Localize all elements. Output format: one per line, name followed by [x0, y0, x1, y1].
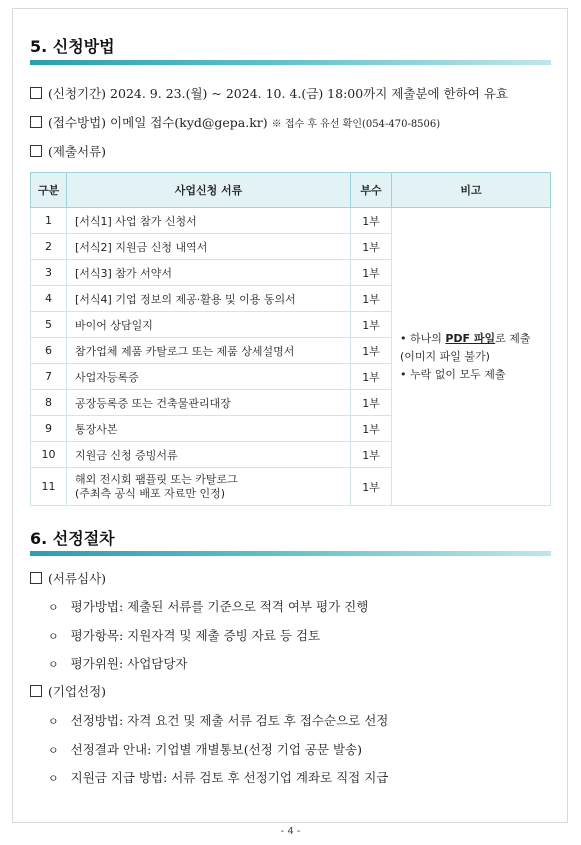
- bullet-circle-icon: ㅇ: [48, 658, 59, 671]
- row-copies: 1부: [351, 260, 392, 286]
- row-number: 2: [31, 234, 67, 260]
- row-document: [67, 468, 351, 506]
- row-document-line1: 해외 전시회 팸플릿 또는 카탈로그: [75, 472, 238, 486]
- row-document: 통장사본: [67, 416, 351, 442]
- list-item: [48, 626, 320, 644]
- remark-line1-suffix: 로 제출: [495, 331, 531, 345]
- remarks-cell: [392, 208, 551, 506]
- remark-line2: (이미지 파일 불가): [400, 349, 490, 363]
- application-method: [30, 113, 440, 131]
- selection-item-result: 선정결과 안내: 기업별 개별통보(선정 기업 공문 발송): [70, 742, 363, 757]
- checkbox-square-icon: [30, 145, 42, 157]
- remark-line1-prefix: • 하나의: [400, 331, 446, 345]
- header-category: 구분: [31, 173, 67, 208]
- method-label: (접수방법): [48, 115, 107, 130]
- row-number: 3: [31, 260, 67, 286]
- checkbox-square-icon: [30, 87, 42, 99]
- remark-pdf-file: PDF 파일: [445, 331, 496, 345]
- application-period: [30, 84, 508, 102]
- review-label: (서류심사): [48, 571, 107, 586]
- row-document: [서식1] 사업 참가 신청서: [67, 208, 351, 234]
- review-item-committee: 평가위원: 사업담당자: [70, 656, 188, 671]
- row-number: 11: [31, 468, 67, 506]
- checkbox-square-icon: [30, 572, 42, 584]
- section-5-rule: [30, 60, 551, 65]
- document-review: [30, 569, 106, 587]
- row-number: 10: [31, 442, 67, 468]
- header-documents: 사업신청 서류: [67, 173, 351, 208]
- row-copies: 1부: [351, 208, 392, 234]
- row-copies: 1부: [351, 234, 392, 260]
- bullet-circle-icon: ㅇ: [48, 715, 59, 728]
- period-label: (신청기간): [48, 86, 107, 101]
- method-note: ※ 접수 후 유선 확인(054-470-8506): [271, 119, 441, 130]
- page-number: - 4 -: [280, 826, 301, 837]
- row-number: 5: [31, 312, 67, 338]
- section-6-rule: [30, 551, 551, 556]
- row-number: 8: [31, 390, 67, 416]
- list-item: [48, 654, 188, 672]
- list-item: [48, 740, 362, 758]
- row-document: 지원금 신청 증빙서류: [67, 442, 351, 468]
- row-copies: 1부: [351, 442, 392, 468]
- selection-label: (기업선정): [48, 684, 107, 699]
- row-copies: 1부: [351, 468, 392, 506]
- row-copies: 1부: [351, 364, 392, 390]
- list-item: [48, 597, 368, 615]
- row-copies: 1부: [351, 338, 392, 364]
- row-number: 1: [31, 208, 67, 234]
- row-document: 참가업체 제품 카탈로그 또는 제품 상세설명서: [67, 338, 351, 364]
- docs-label: (제출서류): [48, 144, 107, 159]
- row-document: 공장등록증 또는 건축물관리대장: [67, 390, 351, 416]
- row-copies: 1부: [351, 390, 392, 416]
- documents-table: [30, 172, 551, 506]
- header-copies: 부수: [351, 173, 392, 208]
- section-5-title: 5. 신청방법: [30, 37, 115, 56]
- selection-item-payment: 지원금 지급 방법: 서류 검토 후 선정기업 계좌로 직접 지급: [70, 770, 389, 785]
- checkbox-square-icon: [30, 685, 42, 697]
- row-document: 사업자등록증: [67, 364, 351, 390]
- list-item: [48, 768, 388, 786]
- row-document: [서식3] 참가 서약서: [67, 260, 351, 286]
- row-copies: 1부: [351, 416, 392, 442]
- company-selection: [30, 682, 106, 700]
- bullet-circle-icon: ㅇ: [48, 772, 59, 785]
- review-item-method: 평가방법: 제출된 서류를 기준으로 적격 여부 평가 진행: [70, 599, 369, 614]
- row-number: 6: [31, 338, 67, 364]
- review-item-criteria: 평가항목: 지원자격 및 제출 증빙 자료 등 검토: [70, 628, 321, 643]
- row-document-line2: (주최측 공식 배포 자료만 인정): [75, 486, 226, 500]
- section-6-title: 6. 선정절차: [30, 529, 115, 548]
- row-number: 7: [31, 364, 67, 390]
- row-document: [서식2] 지원금 신청 내역서: [67, 234, 351, 260]
- checkbox-square-icon: [30, 116, 42, 128]
- remark-line3: • 누락 없이 모두 제출: [400, 367, 506, 381]
- submission-docs: [30, 142, 106, 160]
- selection-item-method: 선정방법: 자격 요건 및 제출 서류 검토 후 접수순으로 선정: [70, 713, 389, 728]
- row-copies: 1부: [351, 286, 392, 312]
- bullet-circle-icon: ㅇ: [48, 744, 59, 757]
- bullet-circle-icon: ㅇ: [48, 630, 59, 643]
- row-document: 바이어 상담일지: [67, 312, 351, 338]
- row-copies: 1부: [351, 312, 392, 338]
- header-remarks: 비고: [392, 173, 551, 208]
- method-text: 이메일 접수(kyd@gepa.kr): [110, 115, 268, 130]
- row-number: 4: [31, 286, 67, 312]
- bullet-circle-icon: ㅇ: [48, 601, 59, 614]
- row-number: 9: [31, 416, 67, 442]
- period-text: 2024. 9. 23.(월) ~ 2024. 10. 4.(금) 18:00까지 제출분에 한하여 유효: [110, 86, 508, 101]
- table-header-row: [31, 173, 551, 208]
- list-item: [48, 711, 388, 729]
- row-document: [서식4] 기업 정보의 제공·활용 및 이용 동의서: [67, 286, 351, 312]
- table-row: [31, 208, 551, 234]
